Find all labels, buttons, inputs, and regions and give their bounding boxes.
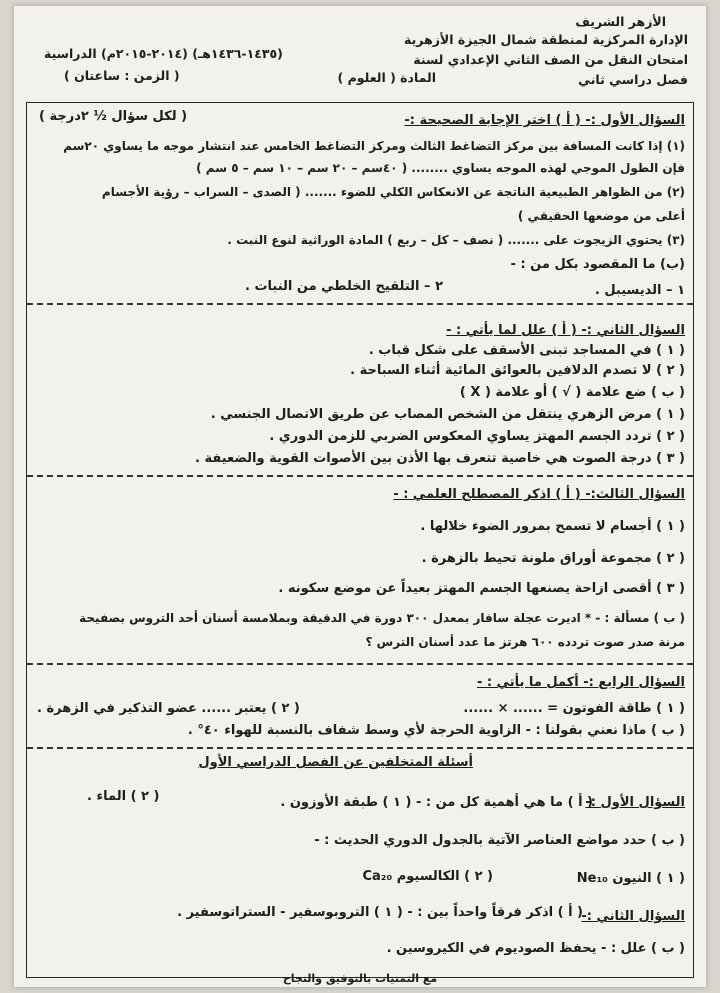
header-line-3-right: امتحان النقل من الصف الثاني الإعدادي لسنة: [413, 52, 688, 67]
questions-frame: [26, 102, 694, 978]
header-subject: المادة ( العلوم ): [337, 70, 436, 85]
late-heading: أسئلة المتخلفين عن الفصل الدراسي الأول: [198, 755, 473, 770]
header-term: فصل دراسي ثاني: [578, 72, 688, 87]
q1-title: السؤال الأول :- ( أ ) اختر الإجابة الصحيحة :-: [404, 113, 685, 128]
late-q1-b2: ( ٢ ) الكالسيوم Ca₂₀: [362, 869, 493, 884]
header-line-1: الأزهر الشريف: [575, 14, 666, 29]
q3-line-5: مرنة صدر صوت تردده ٦٠٠ هرتز ما عدد أسنان الترس ؟: [365, 635, 685, 649]
q1-line-5: (٣) يحتوي الزيجوت على ....... ( نصف – كل – ربع ) المادة الوراثية لنوع النبت .: [227, 233, 685, 247]
q2-line-3: ( ب ) ضع علامة ( √ ) أو علامة ( X ): [459, 385, 685, 400]
q2-line-5: ( ٢ ) تردد الجسم المهتز يساوي المعكوس الضربي للزمن الدوري .: [269, 429, 685, 444]
q2-line-2: ( ٢ ) لا تصدم الدلافين بالعوائق المائية أثناء السباحة .: [350, 363, 685, 378]
q2-line-6: ( ٣ ) درجة الصوت هي خاصية تتعرف بها الأذن بين الأصوات القوية والضعيفة .: [195, 451, 685, 466]
exam-sheet: [14, 6, 706, 987]
q1-line-4: أعلى من موضعها الحقيقي ): [517, 209, 685, 223]
late-q2-a: ( أ ) اذكر فرقاً واحداً بين : - ( ١ ) التروبوسفير - الستراتوسفير .: [177, 905, 583, 920]
late-q1-a: ( أ ) ما هي أهمية كل من : - ( ١ ) طبقة الأوزون .: [280, 795, 593, 810]
q1-marks: ( لكل سؤال ½ ٢درجة ): [39, 109, 188, 124]
footer-wishes: مع التمنيات بالتوفيق والنجاح: [282, 972, 438, 985]
q2-title: السؤال الثاني :- ( أ ) علل لما يأتي : -: [446, 323, 685, 338]
q4-title: السؤال الرابع :- أكمل ما يأتي : -: [476, 675, 685, 690]
separator-2: [27, 475, 693, 477]
separator-3: [27, 663, 693, 665]
q1-b-1: ١ – الديسيبل .: [594, 283, 685, 298]
header-duration: ( الزمن : ساعتان ): [64, 68, 180, 83]
q1-line-6: (ب) ما المقصود بكل من : -: [510, 257, 685, 272]
q3-title: السؤال الثالث:- ( أ ) اذكر المصطلح العلمي : -: [393, 487, 685, 502]
q3-line-3: ( ٣ ) أقصى ازاحة يصنعها الجسم المهتز بعيداً عن موضع سكونه .: [278, 581, 685, 596]
header-line-3-left: (١٤٣٥-١٤٣٦هـ) (٢٠١٤-٢٠١٥م) الدراسية: [44, 46, 283, 61]
separator-4: [27, 747, 693, 749]
late-q2-title: السؤال الثاني :-: [581, 909, 685, 924]
late-q2-b: ( ب ) علل : - يحفظ الصوديوم في الكيروسين .: [386, 941, 685, 956]
q1-b-2: ٢ – التلقيح الخلطي من النبات .: [245, 279, 443, 294]
q1-line-3: (٢) من الظواهر الطبيعية الناتجة عن الانعكاس الكلي للضوء ....... ( الصدى – السراب – رؤية الأجسام: [101, 185, 685, 199]
q1-line-2: فإن الطول الموجي لهذه الموجه يساوي ........ ( ٤٠سم – ٢٠ سم – ١٠ سم – ٥ سم ): [196, 161, 685, 175]
q1-line-1: (١) إذا كانت المسافة بين مركز التضاغط الثالث ومركز التضاغط الخامس عند انتشار موجه ما يساوي ٢٠سم: [63, 139, 685, 153]
separator-1: [27, 303, 693, 305]
late-q1-b1: ( ١ ) النيون Ne₁₀: [576, 871, 685, 886]
late-q1-title: السؤال الأول :-: [585, 795, 685, 810]
q2-line-1: ( ١ ) في المساجد تبنى الأسقف على شكل قباب .: [368, 343, 685, 358]
late-q1-b: ( ب ) حدد مواضع العناصر الآتية بالجدول الدوري الحديث : -: [314, 833, 685, 848]
q2-line-4: ( ١ ) مرض الزهري ينتقل من الشخص المصاب عن طريق الاتصال الجنسي .: [210, 407, 685, 422]
header-line-2: الإدارة المركزية لمنطقة شمال الجيزة الأزهرية: [404, 32, 688, 47]
q4-line-2: ( ب ) ماذا نعني بقولنا : - الزاوية الحرجة لأي وسط شفاف بالنسبة للهواء ٤٠° .: [187, 723, 685, 738]
q3-line-1: ( ١ ) أجسام لا تسمح بمرور الضوء خلالها .: [420, 519, 685, 534]
q3-line-2: ( ٢ ) مجموعة أوراق ملونة تحيط بالزهرة .: [421, 551, 685, 566]
q3-line-4: ( ب ) مسألة : - * اديرت عجلة سافار بمعدل ٣٠٠ دورة في الدقيقة وبملامسة أسنان أحد التروس بصفيحة: [79, 611, 685, 625]
q4-line-1b: ( ٢ ) يعتبر ...... عضو التذكير في الزهرة .: [37, 701, 300, 716]
late-q1-a2: ( ٢ ) الماء .: [87, 789, 160, 804]
q4-line-1a: ( ١ ) طاقة الفوتون = ...... × ......: [463, 701, 685, 716]
